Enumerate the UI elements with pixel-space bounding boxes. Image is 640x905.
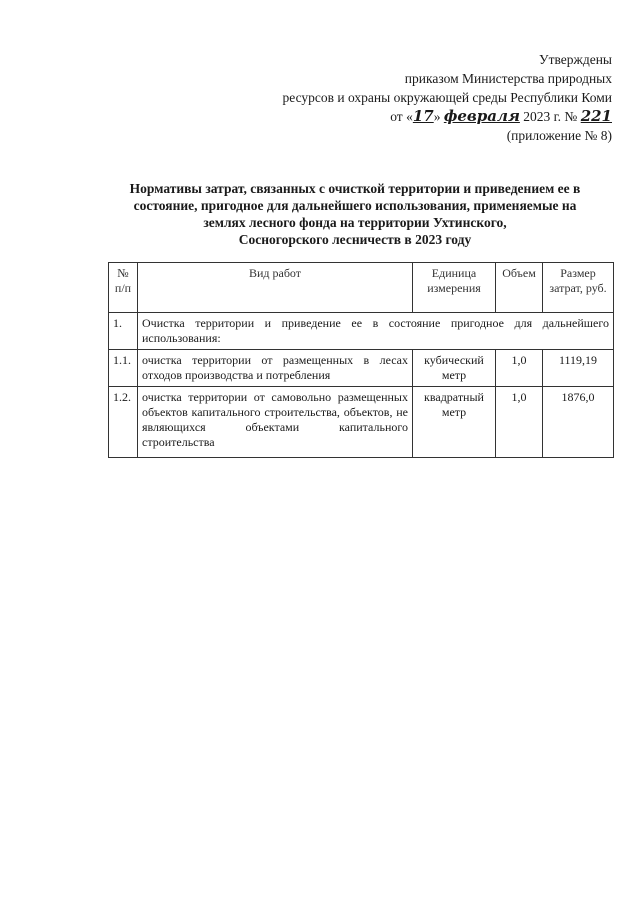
header-unit: Единица измерения [413, 263, 496, 313]
table-row [109, 313, 614, 350]
handwritten-order-number: 221 [580, 107, 612, 125]
title-line-3: землях лесного фонда на территории Ухтинского, [203, 215, 507, 230]
row-work-type: очистка территории от самовольно размещенных объектов капитального строительства, объектов, не являющихся объектами капитального строительства [138, 387, 413, 458]
row-work-type: Очистка территории и приведение ее в состояние пригодное для дальнейшего использования: [138, 313, 614, 350]
title-line-2: состояние, пригодное для дальнейшего использования, применяемые на [133, 198, 577, 213]
table-row [109, 350, 614, 387]
cost-norms-table [108, 262, 614, 458]
row-unit: квадратный метр [413, 387, 496, 458]
row-unit: кубический метр [413, 350, 496, 387]
approval-ministry-line: ресурсов и охраны окружающей среды Республики Коми [282, 90, 612, 105]
header-no: № п/п [109, 263, 138, 313]
row-volume: 1,0 [496, 387, 543, 458]
header-volume: Объем [496, 263, 543, 313]
title-line-4: Сосногорского лесничеств в 2023 году [238, 232, 472, 247]
row-number: 1.2. [109, 387, 138, 458]
row-cost: 1876,0 [543, 387, 614, 458]
document-title [95, 180, 615, 248]
date-suffix: 2023 г. № [519, 109, 578, 124]
approval-heading: Утверждены [539, 52, 612, 67]
date-prefix: от « [390, 109, 413, 124]
row-work-type: очистка территории от размещенных в лесах отходов производства и потребления [138, 350, 413, 387]
row-cost: 1119,19 [543, 350, 614, 387]
date-mid: » [433, 109, 444, 124]
title-line-1: Нормативы затрат, связанных с очисткой территории и приведением ее в [129, 181, 581, 196]
handwritten-day: 17 [412, 107, 434, 125]
table-row [109, 387, 614, 458]
row-number: 1.1. [109, 350, 138, 387]
approval-date-line [192, 107, 612, 126]
appendix-label: (приложение № 8) [506, 128, 612, 143]
row-number: 1. [109, 313, 138, 350]
approval-order-line: приказом Министерства природных [404, 71, 612, 86]
approval-block [192, 50, 612, 145]
header-cost: Размер затрат, руб. [543, 263, 614, 313]
table-header-row [109, 263, 614, 313]
row-volume: 1,0 [496, 350, 543, 387]
header-work-type: Вид работ [138, 263, 413, 313]
handwritten-month: февраля [443, 107, 520, 125]
